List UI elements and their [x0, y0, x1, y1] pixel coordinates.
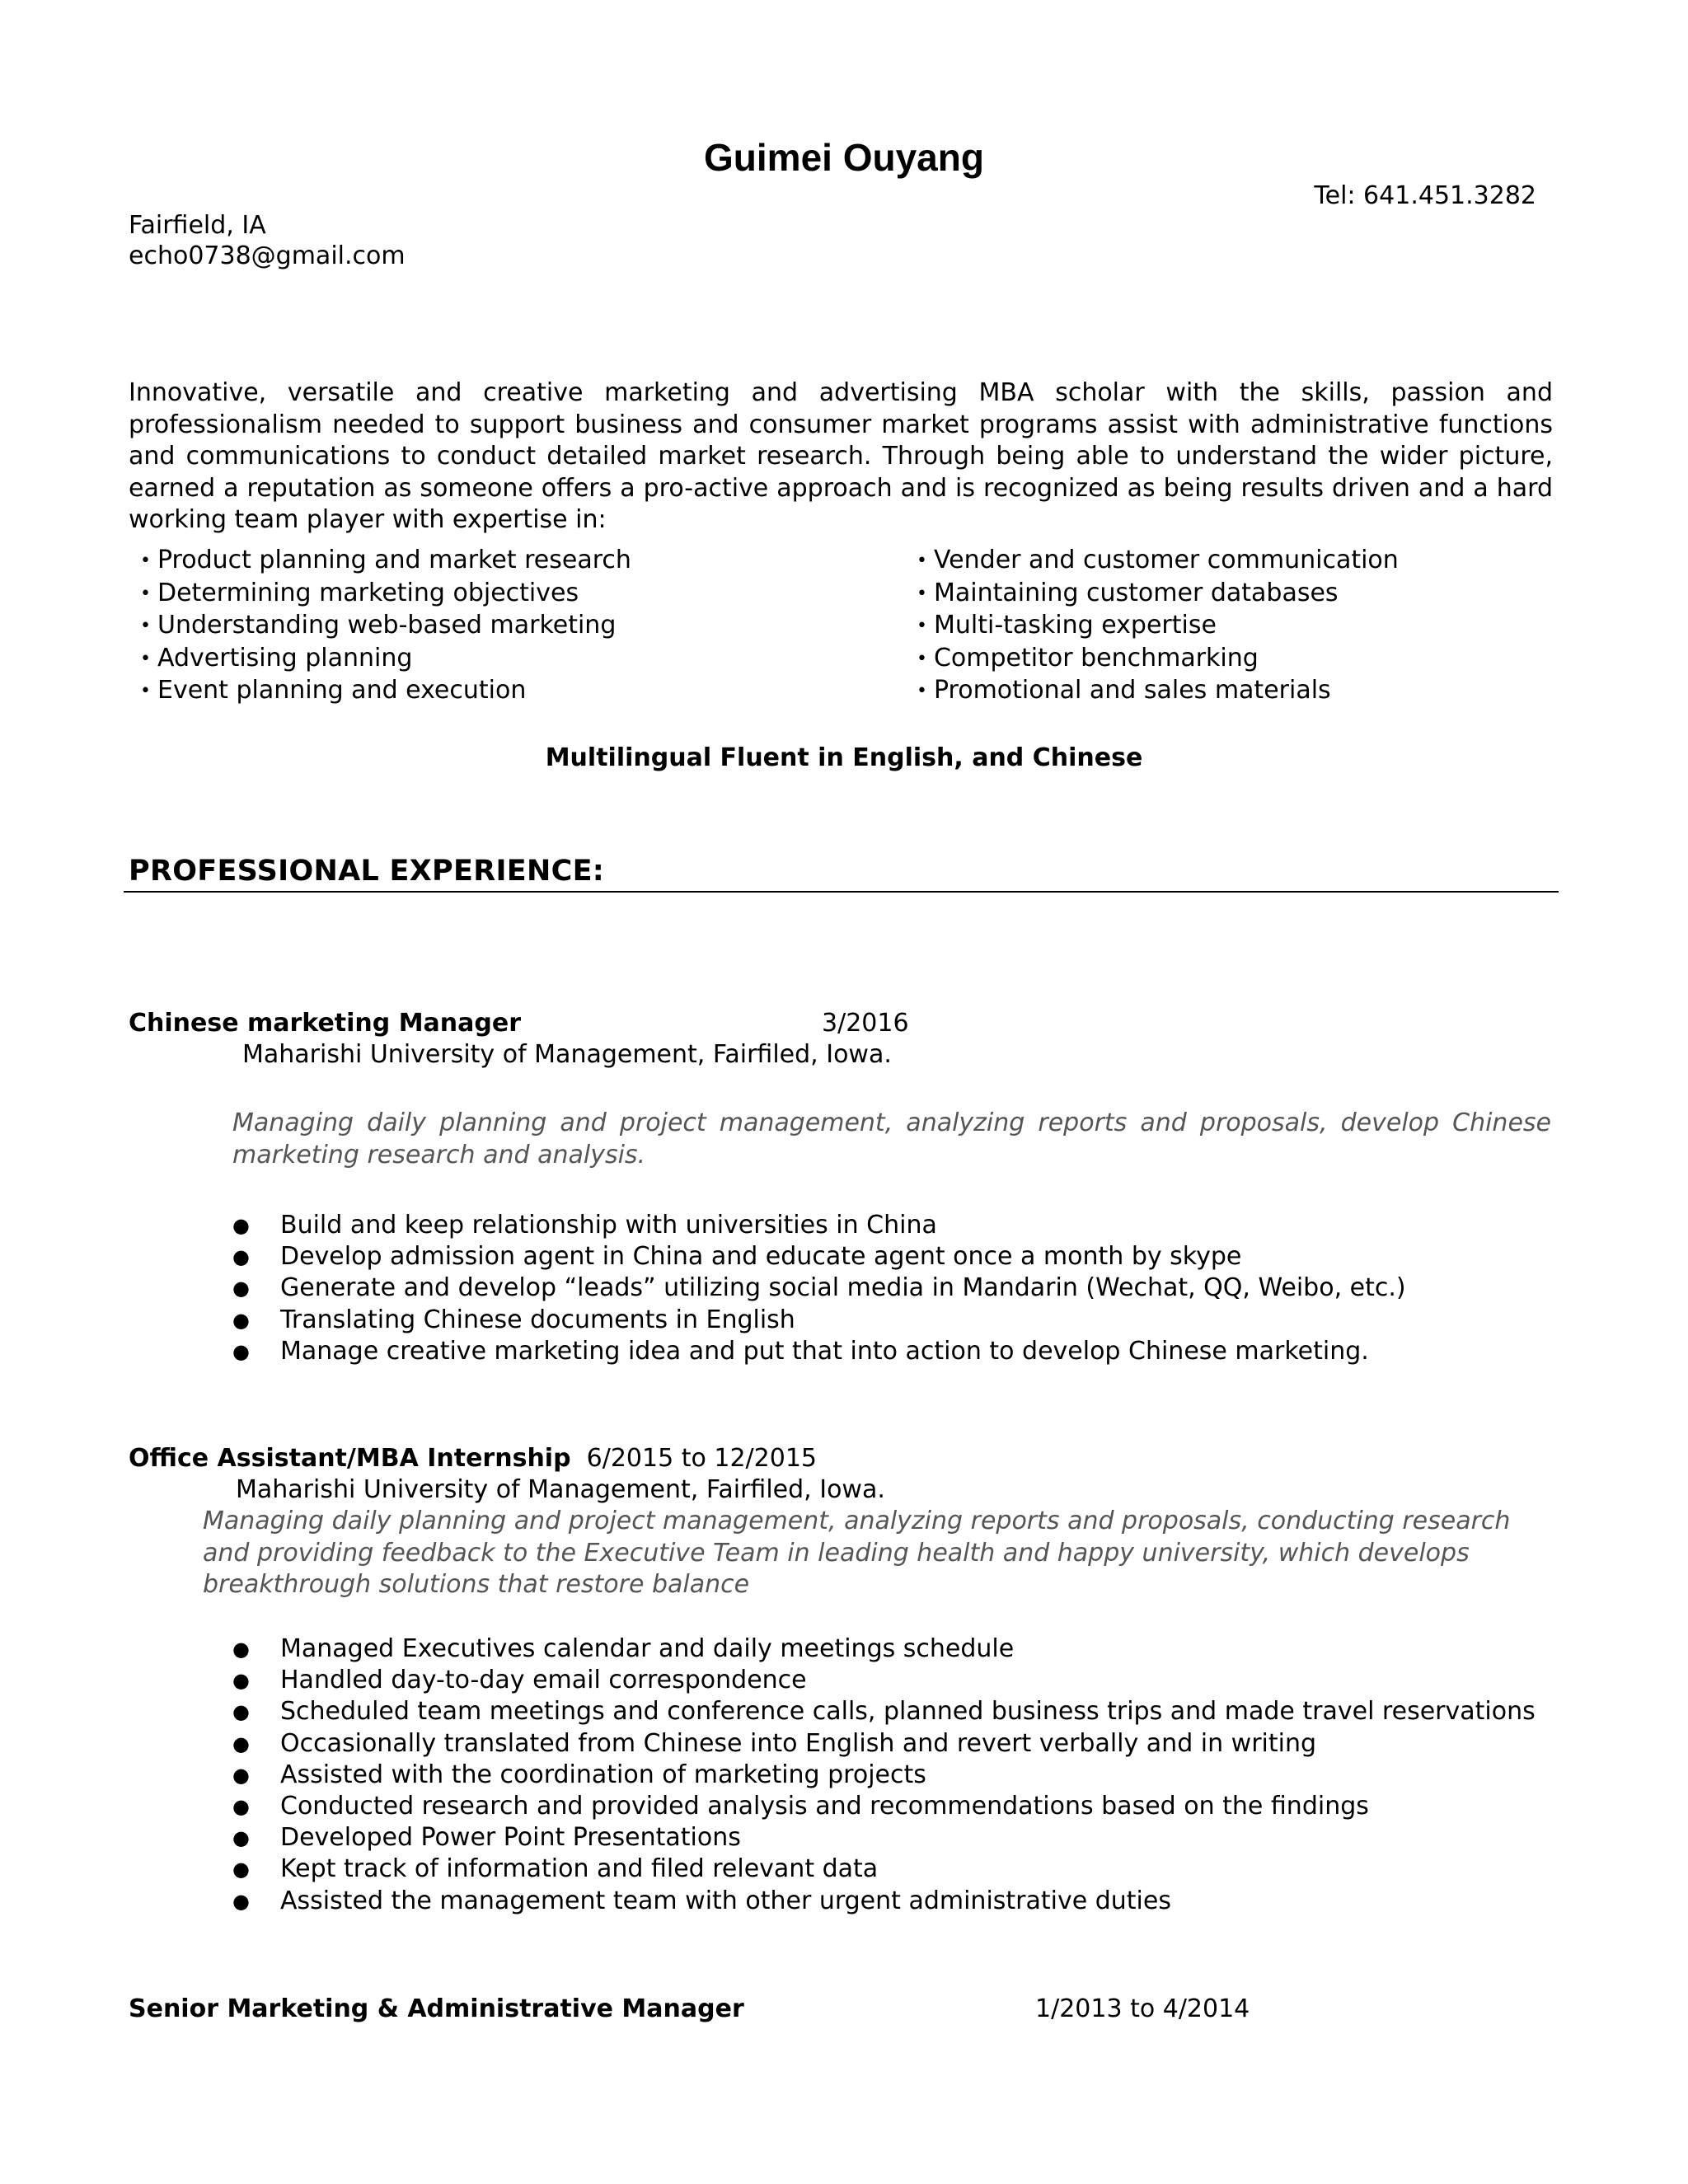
list-item: ● Conducted research and provided analysis and recommendations based on the findings: [232, 1791, 1536, 1822]
bullet-icon: ●: [232, 1858, 250, 1882]
skill-item: • Multi-tasking expertise: [917, 610, 1399, 643]
job-title: Chinese marketing Manager: [129, 1009, 522, 1038]
bullet-icon: •: [140, 583, 151, 604]
list-item: ● Managed Executives calendar and daily meetings schedule: [232, 1633, 1536, 1665]
list-item: ● Handled day-to-day email correspondence: [232, 1665, 1536, 1696]
skills-list-right: [917, 545, 1399, 708]
bullet-icon: ●: [232, 1826, 250, 1850]
bullet-icon: ●: [232, 1889, 250, 1913]
bullet-icon: ●: [232, 1339, 250, 1363]
list-item: ● Assisted with the coordination of marketing projects: [232, 1760, 1536, 1791]
skill-item: • Competitor benchmarking: [917, 643, 1399, 676]
job-description: Managing daily planning and project management, analyzing reports and proposals, conducting research and providing feedback to the Executive Team in leading health and happy university, which develops breakthrough solutions that restore balance: [203, 1507, 1511, 1599]
location: Fairfield, IA: [129, 211, 266, 240]
bullet-icon: •: [917, 616, 927, 636]
job-date: 6/2015 to 12/2015: [586, 1444, 818, 1473]
languages-line: Multilingual Fluent in English, and Chinese: [545, 743, 1143, 772]
list-item: ● Develop admission agent in China and educate agent once a month by skype: [232, 1241, 1406, 1272]
job-description: Managing daily planning and project management, analyzing reports and proposals, develop Chinese marketing research and analysis.: [232, 1108, 1551, 1169]
bullet-icon: •: [917, 551, 927, 571]
bullet-icon: •: [917, 681, 927, 701]
job-date: 3/2016: [822, 1009, 909, 1038]
job-title: Office Assistant/MBA Internship: [129, 1444, 571, 1473]
bullet-icon: ●: [232, 1732, 250, 1755]
skill-item: • Maintaining customer databases: [917, 578, 1399, 611]
list-item: ● Build and keep relationship with universities in China: [232, 1210, 1406, 1241]
job-heading-line: [129, 1444, 817, 1473]
list-item: ● Developed Power Point Presentations: [232, 1822, 1536, 1854]
bullet-icon: •: [917, 583, 927, 604]
bullet-icon: •: [140, 681, 151, 701]
bullet-icon: •: [140, 648, 151, 669]
professional-summary: Innovative, versatile and creative marketing and advertising MBA scholar with the skills, passion and professionalism needed to support business and consumer market programs assist with administrative functions and communications to conduct detailed market research. Through being able to understand the wider picture, earned a reputation as someone offers a pro-active approach and is recognized as being results driven and a hard working team player with expertise in:: [129, 378, 1553, 534]
bullet-icon: •: [140, 616, 151, 636]
bullet-icon: •: [917, 648, 927, 669]
section-heading-experience: PROFESSIONAL EXPERIENCE:: [129, 855, 605, 888]
job-employer: Maharishi University of Management, Fairfiled, Iowa.: [242, 1040, 892, 1069]
bullet-icon: ●: [232, 1669, 250, 1693]
job-duties-list: [232, 1210, 1406, 1367]
list-item: ● Translating Chinese documents in English: [232, 1305, 1406, 1336]
job-title: Senior Marketing & Administrative Manager: [129, 1994, 744, 2023]
bullet-icon: ●: [232, 1795, 250, 1819]
bullet-icon: ●: [232, 1638, 250, 1661]
candidate-name: Guimei Ouyang: [704, 136, 984, 179]
skill-item: • Promotional and sales materials: [917, 675, 1399, 708]
skills-list-left: [140, 545, 631, 708]
bullet-icon: ●: [232, 1214, 250, 1237]
list-item: ● Occasionally translated from Chinese into English and revert verbally and in writing: [232, 1728, 1536, 1760]
bullet-icon: ●: [232, 1700, 250, 1724]
bullet-icon: ●: [232, 1763, 250, 1787]
bullet-icon: •: [140, 551, 151, 571]
section-divider: [124, 891, 1559, 893]
list-item: ● Kept track of information and filed relevant data: [232, 1854, 1536, 1885]
list-item: ● Assisted the management team with other urgent administrative duties: [232, 1886, 1536, 1917]
skill-item: • Determining marketing objectives: [140, 578, 631, 611]
skill-item: • Event planning and execution: [140, 675, 631, 708]
email-address: echo0738@gmail.com: [129, 241, 406, 270]
job-duties-list: [232, 1633, 1536, 1917]
job-employer: Maharishi University of Management, Fairfiled, Iowa.: [236, 1475, 885, 1504]
bullet-icon: ●: [232, 1245, 250, 1269]
skill-item: • Advertising planning: [140, 643, 631, 676]
phone-number: Tel: 641.451.3282: [1314, 181, 1536, 210]
job-date: 1/2013 to 4/2014: [1035, 1994, 1250, 2023]
bullet-icon: ●: [232, 1308, 250, 1332]
skill-item: • Product planning and market research: [140, 545, 631, 578]
list-item: ● Generate and develop “leads” utilizing social media in Mandarin (Wechat, QQ, Weibo, etc.): [232, 1272, 1406, 1304]
list-item: ● Scheduled team meetings and conference calls, planned business trips and made travel reservations: [232, 1696, 1536, 1727]
skill-item: • Understanding web-based marketing: [140, 610, 631, 643]
list-item: ● Manage creative marketing idea and put that into action to develop Chinese marketing.: [232, 1336, 1406, 1367]
bullet-icon: ●: [232, 1277, 250, 1301]
skill-item: • Vender and customer communication: [917, 545, 1399, 578]
